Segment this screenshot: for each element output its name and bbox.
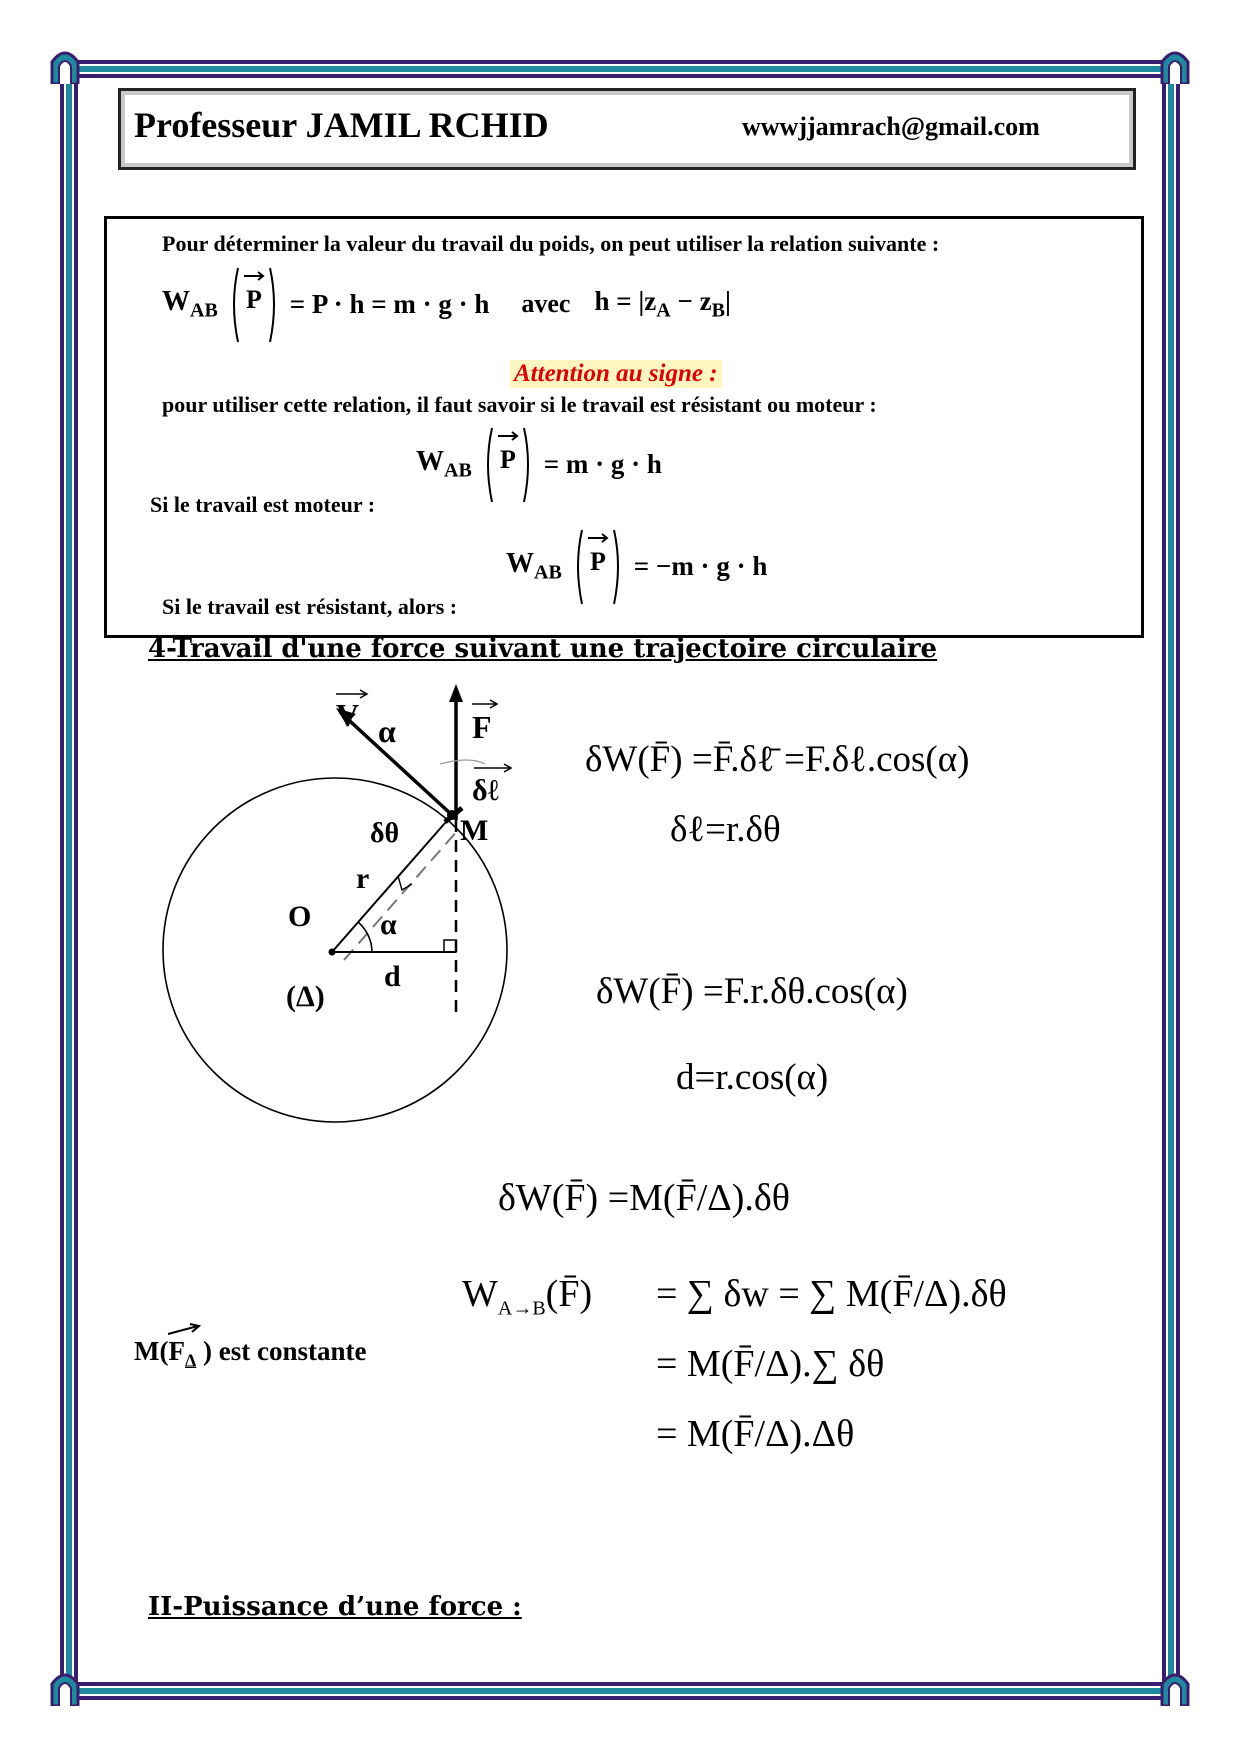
- frame-top-border: [60, 60, 1180, 78]
- moment-constant-note: M( $F_\Delta$ ) est constante: [134, 1336, 367, 1371]
- sign-text: pour utiliser cette relation, il faut savoir si le travail est résistant ou moteur :: [162, 392, 877, 417]
- svg-text:P: P: [245, 285, 262, 314]
- equation-total-work-lhs: $W_{A\to B}(F̄)$: [462, 1273, 593, 1320]
- radius-dashed: [344, 830, 458, 960]
- resistant-label: Si le travail est résistant, alors :: [162, 594, 458, 619]
- motor-formula: $W_{AB}$ P = m · g · h: [416, 422, 662, 506]
- svg-text:M: M: [460, 814, 489, 847]
- svg-text:δℓ: δℓ: [472, 774, 499, 807]
- author-name: Professeur JAMIL RCHID: [134, 105, 549, 145]
- svg-text:P: P: [589, 547, 606, 576]
- equation-sum-line-2: = M(F̄/Δ).∑ δθ: [656, 1343, 885, 1385]
- right-angle-mark: [444, 940, 456, 952]
- svg-text:α: α: [380, 908, 397, 941]
- svg-text:α: α: [378, 713, 396, 749]
- corner-ornament-icon: [50, 48, 80, 84]
- corner-ornament-icon: [50, 1670, 80, 1706]
- attention-label: Attention au signe :: [510, 360, 722, 388]
- frame-bottom-border: [60, 1682, 1180, 1700]
- vector-p-parenthesized: [482, 422, 534, 506]
- equation-dl: δℓ=r.δθ: [670, 809, 781, 850]
- svg-text:δθ: δθ: [370, 818, 400, 849]
- equation-sum-line-3: = M(F̄/Δ).Δθ: [656, 1413, 855, 1455]
- svg-text:P: P: [499, 445, 516, 474]
- svg-text:V: V: [336, 697, 360, 733]
- equation-work-cos: δW(F̄) =F.r.δθ.cos(α): [596, 971, 908, 1012]
- svg-text:F: F: [472, 709, 492, 745]
- equation-work-dot-product: δW(F̄) =F̄.δℓ̄ =F.δℓ.cos(α): [585, 739, 970, 780]
- equation-sum-line-1: = ∑ δw = ∑ M(F̄/Δ).δθ: [656, 1273, 1007, 1315]
- section-4-title: 4-Travail d'une force suivant une trajectoire circulaire: [148, 634, 938, 664]
- section-ii-title: II-Puissance d’une force :: [148, 1592, 522, 1622]
- corner-ornament-icon: [1160, 48, 1190, 84]
- intro-text: Pour déterminer la valeur du travail du poids, on peut utiliser la relation suivante :: [162, 231, 940, 256]
- vector-p-parenthesized: [228, 262, 280, 346]
- author-email: wwwjjamrach@gmail.com: [742, 112, 1040, 141]
- svg-text:O: O: [288, 900, 312, 933]
- svg-text:(Δ): (Δ): [286, 980, 325, 1013]
- frame-right-border: [1162, 60, 1180, 1700]
- vector-arrow-icon: [166, 1322, 202, 1340]
- corner-ornament-icon: [1160, 1670, 1190, 1706]
- point-m: [447, 810, 457, 820]
- svg-text:r: r: [356, 862, 370, 895]
- resistant-formula: $W_{AB}$ P = −m · g · h: [506, 524, 767, 608]
- circular-trajectory-diagram: [140, 680, 540, 1140]
- motor-label: Si le travail est moteur :: [150, 492, 376, 517]
- weight-work-formula: $W_{AB}$ P = P · h = m · g · h avec $h = |z_A - z_B|$: [162, 262, 731, 346]
- vector-p-parenthesized: [572, 524, 624, 608]
- frame-left-border: [60, 60, 78, 1700]
- center-point: [329, 949, 336, 956]
- svg-text:d: d: [384, 960, 401, 993]
- equation-distance: d=r.cos(α): [676, 1057, 829, 1098]
- equation-work-moment: δW(F̄) =M(F̄/Δ).δθ: [498, 1177, 790, 1219]
